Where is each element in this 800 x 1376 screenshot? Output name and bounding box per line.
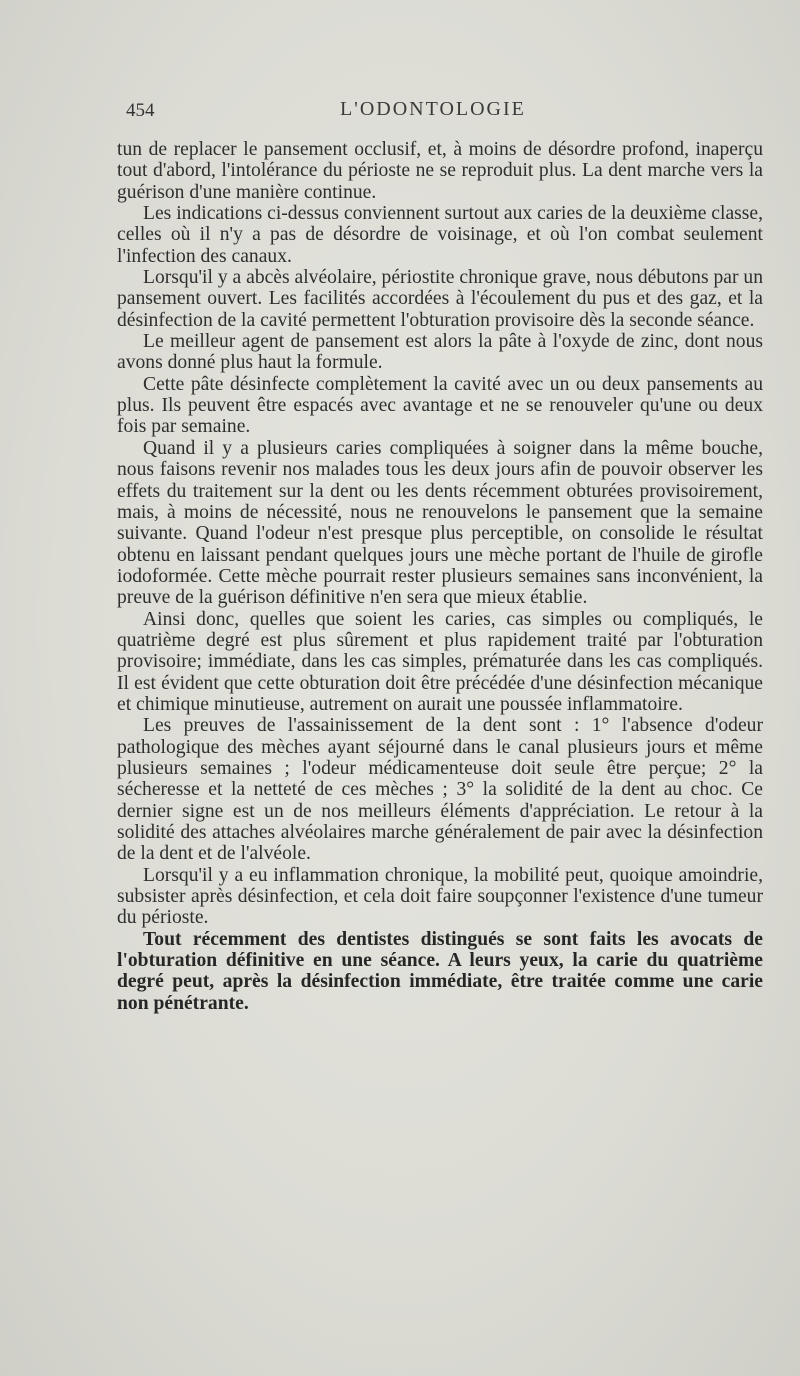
paragraph: Les indications ci-dessus conviennent surtout aux caries de la deuxième classe, celles où il n'y a pas de désordre de voisinage, et où l'on combat seulement l'infection des canaux. xyxy=(117,203,763,267)
paragraph: Le meilleur agent de pansement est alors la pâte à l'oxyde de zinc, dont nous avons donné plus haut la formule. xyxy=(117,331,763,374)
paragraph: Cette pâte désinfecte complètement la cavité avec un ou deux pansements au plus. Ils peuvent être espacés avec avantage et ne se renouveler qu'une ou deux fois par semaine. xyxy=(117,373,763,438)
paragraph: Lorsqu'il y a eu inflammation chronique, la mobilité peut, quoique amoindrie, subsister après désinfection, et cela doit faire soupçonner l'existence d'une tumeur du périoste. xyxy=(117,864,763,929)
paragraph: Quand il y a plusieurs caries compliquées à soigner dans la même bouche, nous faisons revenir nos malades tous les deux jours afin de pouvoir observer les effets du traitement sur la dent ou les dents récemment obturées provisoirement, mais, à moins de nécessité, nous ne renouvelons le pansement que la semaine suivante. Quand l'odeur n'est presque plus perceptible, on consolide le résultat obtenu en laissant pendant quelques jours une mèche portant de l'huile de girofle iodoformée. Cette mèche pourrait rester plusieurs semaines sans inconvénient, la preuve de la guérison définitive n'en sera que mieux établie. xyxy=(117,437,763,609)
running-title: L'ODONTOLOGIE xyxy=(340,98,526,120)
paragraph: Lorsqu'il y a abcès alvéolaire, périostite chronique grave, nous débutons par un pansement ouvert. Les facilités accordées à l'écoulement du pus et des gaz, et la désinfection de la cavité permettent l'obturation provisoire dès la seconde séance. xyxy=(117,267,763,331)
page-number: 454 xyxy=(126,100,155,121)
page-header xyxy=(120,98,760,126)
paragraph: tun de replacer le pansement occlusif, et, à moins de désordre profond, inaperçu tout d'abord, l'intolérance du périoste ne se reproduit plus. La dent marche vers la guérison d'une manière continue. xyxy=(117,139,763,203)
paragraph: Les preuves de l'assainissement de la dent sont : 1° l'absence d'odeur pathologique des mèches ayant séjourné dans le canal plusieurs jours et même plusieurs semaines ; l'odeur médicamenteuse doit seule être perçue; 2° la sécheresse et la netteté de ces mèches ; 3° la solidité de la dent au choc. Ce dernier signe est un de nos meilleurs éléments d'appréciation. Le retour à la solidité des attaches alvéolaires marche généralement de pair avec la désinfection de la dent et de l'alvéole. xyxy=(117,715,763,865)
paragraph: Ainsi donc, quelles que soient les caries, cas simples ou compliqués, le quatrième degré est plus sûrement et plus rapidement traité par l'obturation provisoire; immédiate, dans les cas simples, prématurée dans les cas compliqués. Il est évident que cette obturation doit être précédée d'une désinfection mécanique et chimique minutieuse, autrement on aurait une poussée inflammatoire. xyxy=(117,608,763,715)
paragraph: Tout récemment des dentistes distingués se sont faits les avocats de l'obturation définitive en une séance. A leurs yeux, la carie du quatrième degré peut, après la désinfection immédiate, être traitée comme une carie non pénétrante. xyxy=(117,928,763,1014)
body-text xyxy=(117,139,763,1014)
